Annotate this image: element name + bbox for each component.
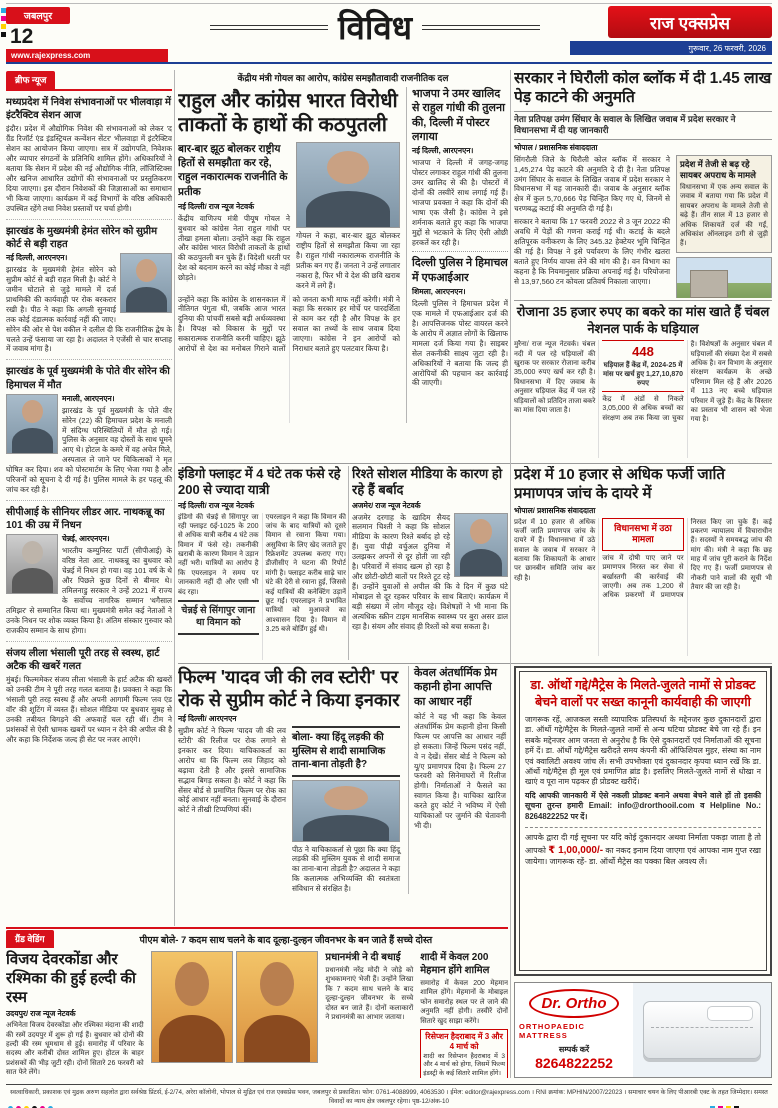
photo-salman-chishti: [454, 513, 508, 577]
sub-article-body: दिल्ली पुलिस ने हिमाचल प्रदेश में एक मामले में एफआईआर दर्ज की है। आपत्तिजनक पोस्ट वायरल करने के आरोप में अज्ञात लोगों के खिलाफ मामला दर्ज किया गया है। साइबर सेल तकनीकी साक्ष्य जुटा रही है। अधिकारियों ने बताया कि जल्द ही आरोपियों की पहचान कर कार्रवाई की जाएगी।: [412, 299, 508, 388]
section-rule: [514, 300, 772, 301]
divider: [525, 827, 761, 828]
brief-title: झारखंड के मुख्यमंत्री हेमंत सोरेन को सुप्रीम कोर्ट से बड़ी राहत: [6, 225, 158, 250]
indigo-headline: इंडिगो फ्लाइट में 4 घंटे तक फंसे रहे 200 से ज्यादा यात्री: [178, 466, 341, 498]
gharial-article: [514, 304, 772, 460]
lead-main: [178, 87, 400, 423]
wedding-tab: ग्रैंड वेडिंग: [6, 930, 54, 948]
masthead-bottom-rule: [6, 62, 772, 64]
column-rule: [348, 466, 349, 660]
dr-ortho-logo: Dr. Ortho: [529, 989, 618, 1018]
gharial-body: केंद्र में अंडों से निकले 3,05,000 से अधिक बच्चों का संरक्षण अब तक किया जा चुका है। विशेषज्ञों के अनुसार चंबल में घड़ियालों की संख्या देश में सबसे अधिक है। वन विभाग के अनुसार संरक्षण कार्यक्रम के अच्छे परिणाम मिल रहे हैं और 2026 में 113 नए बच्चे घड़ियाल परिवार में जुड़े हैं। केंद्र के विस्तार का प्रस्ताव भी शासन को भेजा गया है।: [602, 341, 772, 424]
film-body: सुप्रीम कोर्ट ने फिल्म 'यादव जी की लव स्टोरी' की रिलीज पर रोक लगाने से इनकार कर दिया। याचिकाकर्ता का आरोप था कि फिल्म लव जिहाद को बढ़ावा देती है और इससे सामाजिक सद्भाव बिगड़ सकता है। कोर्ट ने कहा कि सेंसर बोर्ड से प्रमाणित फिल्म पर रोक का कोई आधार नहीं बनता। सुनवाई के दौरान कोर्ट ने तीखी टिप्पणियां कीं।: [178, 726, 286, 815]
social-article: [352, 466, 508, 660]
film-byline: नई दिल्ली/ आरएनएन: [178, 714, 237, 723]
brief-item: [6, 501, 172, 642]
coal-article: [514, 70, 772, 298]
brief-body: मुंबई। फिल्ममेकर संजय लीला भंसाली के हार्ट अटैक की खबरों को उनकी टीम ने पूरी तरह गलत बताया है। प्रवक्ता ने कहा कि भंसाली पूरी तरह स्वस्थ हैं और अपनी आगामी फिल्म 'लव एंड वॉर' की शूटिंग में व्यस्त हैं। सोशल मीडिया पर बुधवार सुबह से उनकी तबीयत बिगड़ने की अफवाहें चल रही थीं। टीम ने प्रशंसकों से ऐसी भ्रामक खबरों पर ध्यान न देने की अपील की है और कहा कि निर्देशक जल्द ही सेट पर नजर आएंगे।: [6, 675, 172, 744]
brief-item: [6, 360, 172, 501]
coal-body: सरकार ने बताया कि 17 फरवरी 2022 से 3 जून 2022 की अवधि में पेड़ों की गणना कराई गई थी। कटाई के बदले क्षतिपूरक वनीकरण के लिए 345.32 हेक्टेयर भूमि चिन्हित की गई है। विपक्ष ने इसे पर्यावरण के लिए गंभीर खतरा बताते हुए निर्णय वापस लेने की मांग की है। वन विभाग का कहना है कि नियमानुसार प्रक्रिया अपनाई गई है। परियोजना से 13,97,560 टन कोयला प्रतिवर्ष निकाला जाएगा।: [514, 217, 670, 286]
ortho-contact-label: सम्पर्क करें: [558, 1045, 590, 1054]
ortho-ad-tagline: ORTHOPAEDIC MATTRESS: [519, 1022, 585, 1040]
coal-byline: भोपाल / प्रशासनिक संवाददाता: [514, 142, 598, 152]
masthead-ornament-left: [210, 25, 328, 30]
registration-marks-bottom-right: [710, 1098, 742, 1108]
stat-value: 448: [632, 344, 654, 360]
film-headline: फिल्म 'यादव जी की लव स्टोरी' पर रोक से सुप्रीम कोर्ट ने किया इनकार: [178, 667, 400, 710]
column-rule: [510, 70, 511, 1078]
wedding-sub2-body: समारोह में केवल 200 मेहमान शामिल होंगे। मेहमानों के मोबाइल फोन समारोह स्थल पर ले जाने की अनुमति नहीं होगी। तस्वीरें दोनों सितारे खुद साझा करेंगे।: [420, 980, 508, 1025]
reception-box: [420, 1029, 508, 1078]
masthead-top-rule: [6, 3, 772, 4]
social-byline: अजमेर/ राज न्यूज नेटवर्क: [352, 500, 421, 510]
coal-highlight-body: विधानसभा में एक अन्य सवाल के जवाब में बताया गया कि प्रदेश में सायबर अपराध के मामले तेजी से बढ़े हैं। तीन साल में 13 हजार से अधिक शिकायतें दर्ज की गईं, अधिकांश ऑनलाइन ठगी से जुड़ी हैं।: [680, 184, 768, 248]
coal-headline: सरकार ने घिरौली कोल ब्लॉक में दी 1.45 लाख पेड़ काटने की अनुमति: [514, 70, 772, 106]
brief-title: मध्यप्रदेश में निवेश संभावनाओं पर भीलवाड़ा में इंटरैक्टिव सेशन आज: [6, 97, 172, 122]
divider: [412, 251, 508, 252]
film-quote: बोला- क्या हिंदू लड़की की मुस्लिम से शादी सामाजिक ताना-बाना तोड़ती है?: [292, 726, 400, 777]
indigo-pull-quote: चेन्नई से सिंगापुर जाना था विमान को: [178, 600, 259, 635]
indigo-article: [178, 466, 346, 660]
assembly-box: विधानसभा में उठा मामला: [602, 518, 683, 551]
wedding-sub1-body: प्रधानमंत्री नरेंद्र मोदी ने जोड़े को शुभकामनाएं भेजी हैं। उन्होंने लिखा कि 7 कदम साथ चलने के बाद दूल्हा-दुल्हन जीवनभर के सच्चे दोस्त बन जाते हैं। दोनों कलाकारों ने प्रधानमंत्री का आभार जताया।: [325, 967, 414, 1021]
brief-news-header: [6, 70, 172, 91]
photo-hemant-soren: [120, 253, 172, 313]
indigo-body: इंडिगो की चेन्नई से सिंगापुर जा रही फ्लाइट 6ई-1025 के 200 से अधिक यात्री करीब 4 घंटे तक विमान में फंसे रहे। तकनीकी खराबी के कारण विमान ने उड़ान नहीं भरी। यात्रियों का आरोप है कि एयरलाइन ने समय पर जानकारी नहीं दी और एसी भी बंद रहा।: [178, 513, 259, 596]
mattress-image: [643, 1001, 761, 1059]
newspaper-brand: राज एक्सप्रेस: [608, 6, 772, 38]
photo-veer-soren: [6, 394, 58, 454]
sub-article-byline: शिमला, आरएनएन।: [412, 287, 466, 297]
edition-city-badge: [6, 7, 70, 24]
sub-article-headline: दिल्ली पुलिस ने हिमाचल में एफआईआर: [412, 257, 508, 284]
lead-article: [178, 70, 508, 460]
imprint-line: स्वत्वाधिकारी, प्रकाशक एवं मुद्रक अरुण सहलोत द्वारा सर्वश्रेष्ठ प्रिंटर्स, ई-2/74, अरेरा कॉलोनी, भोपाल से मुद्रित एवं राज एक्सप्रेस भवन, जबलपुर से प्रकाशित। फोन: 0761-4088999, 4063530 । ईमेल: editor@rajexpress.com । RNI क्रमांक: MPHIN/2007/22023 । समाचार चयन के लिए पीआरबी एक्ट के तहत जिम्मेदार। समस्त विवादों का न्याय क्षेत्र जबलपुर रहेगा। पृष्ठ-12/अंक-10: [10, 1089, 768, 1105]
brief-item: [6, 220, 172, 361]
reception-box-title: रिसेप्शन हैदराबाद में 3 और 4 मार्च को: [425, 1031, 503, 1052]
ortho-notice-body: जागरूक रहें, आजकल सस्ती व्यापारिक प्रतिस्पर्धा के मद्देनजर कुछ दुकानदारों द्वारा डा. ऑर्थो गद्दे/मैट्रेस के मिलते-जुलते नामों से अन्य घटिया प्रोडक्ट बेचे जा रहे हैं। इन सबके मद्देनजर आम जनता से अनुरोध है कि ऐसे दुकानदारों एवं निर्माताओं की सूचना हमें दें। डा. ऑर्थो गद्दे/मैट्रेस खरीदते समय कंपनी की ऑफिशियल मुहर, संस्था का नाम एवं क्वालिटी अवश्य जांच लें। सभी उपभोक्ता एवं दुकानदार कृपया ध्यान रखें कि डा. ऑर्थो गद्दे/मैट्रेस ही मूल एवं प्रमाणित ब्रांड है। इसलिए मिलते-जुलते नामों से धोखा न खाएं व पूरा नाम पढ़कर ही प्रोडक्ट खरीदें।: [525, 714, 761, 787]
reward-text: आपके द्वारा दी गई सूचना पर यदि कोई दुकानदार अथवा निर्माता पकड़ा जाता है तो आपको: [525, 833, 761, 855]
wedding-headline: विजय देवरकोंडा और रश्मिका की हुई हल्दी की रस्म: [6, 951, 136, 1006]
lead-side-column: [406, 87, 508, 423]
social-headline: रिश्ते सोशल मीडिया के कारण हो रहे हैं बर्बाद: [352, 466, 503, 498]
wedding-section: [6, 930, 508, 1078]
column-rule: [174, 70, 175, 926]
brief-item: [6, 642, 172, 750]
coal-highlight-title: प्रदेश में तेजी से बढ़ रहे सायबर अपराध के मामले: [680, 158, 757, 180]
film-side-headline: केवल अंतर्धार्मिक प्रेम कहानी होना आपत्ति का आधार नहीं: [414, 667, 498, 708]
brief-title: सीपीआई के सीनियर लीडर आर. नाथकन्नू का 101 की उम्र में निधन: [6, 507, 165, 532]
reward-amount: ₹ 1,00,000/-: [548, 844, 604, 856]
brief-byline: चेन्नई, आरएनएन।: [62, 534, 110, 544]
photo-r-nallakannu: [6, 534, 58, 594]
sub-article-headline: भाजपा ने उमर खालिद से राहुल गांधी की तुलना की, दिल्ली में पोस्टर लगाया: [412, 88, 505, 143]
caste-byline: भोपाल/ प्रशासनिक संवाददाता: [514, 505, 596, 515]
wedding-body: अभिनेता विजय देवरकोंडा और रश्मिका मंदाना की शादी की रस्में उदयपुर में शुरू हो गई हैं। बुधवार को दोनों की हल्दी की रस्म धूमधाम से हुई। समारोह में परिवार के सदस्य और करीबी दोस्त शामिल हुए। होटल के बाहर प्रशंसकों की भीड़ जुटी रही। दोनों सितारे 26 फरवरी को सात फेरे लेंगे।: [6, 1022, 144, 1077]
ortho-ad: [514, 982, 772, 1078]
wedding-sub2-headline: शादी में केवल 200 मेहमान होंगे शामिल: [420, 952, 490, 976]
brief-title: झारखंड के पूर्व मुख्यमंत्री के पोते वीर सोरेन की हिमाचल में मौत: [6, 366, 170, 391]
wedding-photos: [151, 951, 319, 1078]
reward-text: का नकद इनाम दिया जाएगा एवं आपका नाम गुप्त रखा जायेगा। जागरूक रहें- डा. ऑर्थो मैट्रेस का पक्का बिल अवश्य लें।: [525, 845, 761, 867]
ortho-notice-headline: डा. ऑर्थो गद्दे/मैट्रेस के मिलते-जुलते नामों से प्रोडक्ट बेचने वालों पर सख्त कानूनी कार्यवाही की जाएगी: [530, 678, 756, 709]
photo-piyush-goyal: [296, 142, 400, 228]
lead-body: उन्होंने कहा कि कांग्रेस के शासनकाल में नीतिगत पंगुता थी, जबकि आज भारत दुनिया की पांचवीं सबसे बड़ी अर्थव्यवस्था है। विपक्ष को विकास के मुद्दों पर सकारात्मक राजनीति करनी चाहिए। झूठे आरोपों से देश का मनोबल गिराने वालों को जनता कभी माफ नहीं करेगी। मंत्री ने कहा कि सरकार हर मोर्चे पर पारदर्शिता से काम कर रही है और विपक्ष के हर सवाल का तथ्यों के साथ जवाब दिया जाएगा। कांग्रेस ने इन आरोपों को निराधार बताते हुए पलटवार किया है।: [178, 294, 400, 354]
photo-haldi-ceremony-2: [236, 951, 318, 1063]
social-body: अजमेर दरगाह के खादिम सैयद सलमान चिश्ती ने कहा कि सोशल मीडिया के कारण रिश्ते बर्बाद हो रहे हैं। युवा पीढ़ी वर्चुअल दुनिया में उलझकर अपनों से दूर होती जा रही है। परिवारों में संवाद खत्म हो रहा है और छोटी-छोटी बातों पर रिश्ते टूट रहे हैं। उन्होंने युवाओं से अपील की कि वे दिन में कुछ घंटे मोबाइल से दूर रहकर परिवार के साथ बिताएं। कार्यक्रम में बड़ी संख्या में लोग मौजूद रहे। विशेषज्ञों ने भी माना कि अत्यधिक स्क्रीन टाइम मानसिक स्वास्थ्य पर बुरा असर डाल रहा है। संयम और संवाद ही रिश्तों को बचा सकता है।: [352, 512, 508, 631]
film-body: पीठ ने याचिकाकर्ता से पूछा कि क्या हिंदू लड़की की मुस्लिम युवक से शादी समाज का ताना-बाना तोड़ती है? अदालत ने कहा कि कलात्मक अभिव्यक्ति की स्वतंत्रता संविधान से संरक्षित है।: [292, 844, 400, 894]
gharial-stat: [602, 340, 683, 392]
website-bar: www.rajexpress.com: [6, 49, 168, 62]
lead-byline: नई दिल्ली/ राज न्यूज नेटवर्क: [178, 201, 255, 211]
ortho-notice: [514, 666, 772, 976]
section-title: विविध: [337, 9, 413, 46]
brief-body: झारखंड के मुख्यमंत्री हेमंत सोरेन को सुप्रीम कोर्ट से बड़ी राहत मिली है। कोर्ट ने जमीन घोटाले से जुड़े मामले में दर्ज प्राथमिकी की कार्यवाही पर रोक बरकरार रखी है। पीठ ने कहा कि अगली सुनवाई तक कोई दंडात्मक कार्रवाई नहीं की जाए। सोरेन की ओर से पेश वकील ने दलील दी कि राजनीतिक द्वेष के चलते उन्हें फंसाया जा रहा है। अदालत ने एजेंसी से चार सप्ताह में जवाब मांगा है।: [6, 265, 172, 354]
lead-kicker: केंद्रीय मंत्री गोयल का आरोप, कांग्रेस समझौतावादी राजनीतिक दल: [237, 73, 449, 83]
date-bar: गुरूवार, 26 फरवरी, 2026: [570, 41, 772, 55]
brief-news-tab: ब्रीफ न्यूज: [6, 71, 55, 89]
brief-byline: नई दिल्ली, आरएनएन।: [6, 253, 68, 263]
edition-city: जबलपुर: [23, 11, 53, 22]
caste-article: [514, 466, 772, 660]
masthead-ornament-right: [422, 25, 540, 30]
sub-article-byline: नई दिल्ली, आरएनएन।: [412, 146, 474, 156]
brief-news-column: [6, 70, 172, 926]
photo-coal-block: [676, 257, 772, 298]
lead-subhead: बार-बार झूठ बोलकर राष्ट्रीय हितों से समझौता कर रहे, राहुल नकारात्मक राजनीति के प्रतीक: [178, 143, 288, 198]
wedding-byline: उदयपुर/ राज न्यूज नेटवर्क: [6, 1009, 76, 1019]
indigo-body: एयरलाइन ने कहा कि विमान की जांच के बाद यात्रियों को दूसरे विमान से रवाना किया गया। असुविधा के लिए खेद जताते हुए रिफ्रेशमेंट उपलब्ध कराए गए। डीजीसीए ने घटना की रिपोर्ट मांगी है। फ्लाइट करीब साढ़े चार घंटे की देरी से रवाना हुई, जिससे कई यात्रियों की कनेक्टिंग उड़ानें छूट गईं। एयरलाइन ने प्रभावित यात्रियों को मुआवजे का आश्वासन दिया है। विमान में 3.25 बजे बोर्डिंग हुई थी।: [265, 513, 346, 633]
brief-body: झारखंड के पूर्व मुख्यमंत्री के पोते वीर सोरेन (22) की हिमाचल प्रदेश के मनाली में संदिग्ध परिस्थितियों में मौत हो गई। पुलिस के अनुसार वह दोस्तों के साथ घूमने आए थे। होटल के कमरे में वह अचेत मिले, अस्पताल ले जाने पर चिकित्सकों ने मृत घोषित कर दिया। शव को पोस्टमार्टम के लिए भेजा गया है और परिजनों को सूचना दे दी गई है। पुलिस मामले के हर पहलू की जांच कर रही है।: [6, 405, 172, 495]
ortho-phone: 8264822252: [535, 1055, 613, 1071]
stat-label: घड़ियाल हैं केंद्र में, 2024-25 में मांस पर खर्च हुए 1,27,10,870 रुपए: [602, 361, 684, 388]
sub-article-body: भाजपा ने दिल्ली में जगह-जगह पोस्टर लगाकर राहुल गांधी की तुलना उमर खालिद से की है। पोस्टरों में दोनों की तस्वीरें साथ लगाई गई हैं। भाजपा प्रवक्ता ने कहा कि दोनों की भाषा एक जैसी है। कांग्रेस ने इसे शर्मनाक बताते हुए कहा कि भाजपा मुद्दों से भटकाने के लिए ऐसी ओछी हरकतें कर रही है।: [412, 158, 508, 247]
photo-court: [292, 780, 400, 842]
ortho-notice-contact: यदि आपकी जानकारी में ऐसे नकली प्रोडक्ट बनाने अथवा बेचने वाले हों तो इसकी सूचना तुरन्त हमारी Email: info@drorthooil.com व Helpline No.: 8264822252 पर दें।: [525, 790, 761, 821]
brief-title: संजय लीला भंसाली पूरी तरह से स्वस्थ, हार्ट अटैक की खबरें गलत: [6, 647, 160, 672]
coal-body: सिंगरौली जिले के घिरौली कोल ब्लॉक में सरकार ने 1,45,274 पेड़ काटने की अनुमति दे दी है। नेता प्रतिपक्ष उमंग सिंघार के सवाल के लिखित जवाब में प्रदेश सरकार ने विधानसभा में यह जानकारी दी। जवाब के अनुसार ब्लॉक क्षेत्र में कुल 5,70,666 पेड़ चिन्हित किए गए थे, जिनमें से चरणबद्ध कटाई की अनुमति दी गई है।: [514, 154, 670, 214]
caste-body: जांच में दोषी पाए जाने पर प्रमाणपत्र निरस्त कर सेवा से बर्खास्तगी की कार्रवाई की जाएगी। अब तक 1,200 से अधिक प्रकरणों में प्रमाणपत्र निरस्त किए जा चुके हैं। कई प्रकरण न्यायालय में विचाराधीन हैं। सदस्यों ने समयबद्ध जांच की मांग की। मंत्री ने कहा कि छह माह में जांच पूरी कराने के निर्देश दिए गए हैं। फर्जी प्रमाणपत्र से नौकरी पाने वालों की सूची भी तैयार की जा रही है।: [602, 518, 772, 600]
wedding-top-rule: [6, 927, 508, 929]
footer-rule: [6, 1084, 772, 1085]
lead-body: गोयल ने कहा, बार-बार झूठ बोलकर राष्ट्रीय हितों से समझौता किया जा रहा है। राहुल गांधी नकारात्मक राजनीति के प्रतीक बन गए हैं। जनता ने उन्हें लगातार नकारा है, फिर भी वे देश की छवि खराब करने में लगे हैं।: [296, 231, 400, 290]
coal-highlight-box: [676, 155, 772, 253]
gharial-body: मुरैना/ राज न्यूज नेटवर्क। चंबल नदी में पल रहे घड़ियालों की खुराक पर सरकार रोजाना करीब 35,000 रुपए खर्च कर रही है। विधानसभा में दिए जवाब के अनुसार घड़ियाल केंद्र में पल रहे घड़ियालों को प्रतिदिन ताजा बकरे का मांस दिया जाता है।: [514, 341, 596, 414]
lead-body: केंद्रीय वाणिज्य मंत्री पीयूष गोयल ने बुधवार को कांग्रेस नेता राहुल गांधी पर तीखा हमला बोला। उन्होंने कहा कि राहुल और कांग्रेस भारत विरोधी ताकतों के हाथों की कठपुतली बन चुके हैं। विदेशी धरती पर देश को बदनाम करने का कोई मौका वे नहीं छोड़ते।: [178, 213, 290, 283]
registration-marks-bottom-left: [8, 1098, 56, 1108]
brief-byline: मनाली, आरएनएन।: [62, 393, 115, 403]
brief-body: भारतीय कम्युनिस्ट पार्टी (सीपीआई) के वरिष्ठ नेता आर. नाथकन्नू का बुधवार को चेन्नई में निधन हो गया। वह 101 वर्ष के थे और पिछले कुछ दिनों से बीमार थे। तमिलनाडु सरकार ने उन्हें 2021 में राज्य के सर्वोच्च नागरिक सम्मान 'थगैसाल तमिझर' से सम्मानित किया था। मुख्यमंत्री समेत कई नेताओं ने उनके निधन पर शोक व्यक्त किया है। अंतिम संस्कार गुरुवार को राजकीय सम्मान के साथ होगा।: [6, 546, 172, 635]
page-number: 12: [10, 25, 34, 48]
section-rule: [178, 663, 772, 664]
ortho-notice-reward: [525, 833, 761, 868]
caste-body: प्रदेश में 10 हजार से अधिक फर्जी जाति प्रमाणपत्र जांच के दायरे में हैं। विधानसभा में उठे सवाल के जवाब में सरकार ने बताया कि शिकायतों के आधार पर छानबीन समिति जांच कर रही है।: [514, 518, 596, 582]
brief-body: इंदौर। प्रदेश में औद्योगिक निवेश की संभावनाओं को लेकर 'द ग्रैंड रिजॉर्ट एंड इंडस्ट्रियल कन्वेंशन सेंटर' भीलवाड़ा में इंटरैक्टिव सेशन का आयोजन किया जाएगा। सत्र में उद्योगपति, निवेशक और व्यापार संगठनों के प्रतिनिधि शामिल होंगे। अधिकारियों ने बताया कि सेशन में प्रदेश की नई औद्योगिक नीति, लॉजिस्टिक्स और खनिज आधारित उद्योगों की संभावनाओं पर प्रस्तुतिकरण दिया जाएगा। इस दौरान निवेशकों की जिज्ञासाओं का समाधान भी किया जाएगा। कार्यक्रम में कई विभागों के वरिष्ठ अधिकारी उपस्थित रहेंगे तथा निवेश प्रस्तावों पर चर्चा होगी।: [6, 124, 172, 213]
wedding-kicker: पीएम बोले- 7 कदम साथ चलने के बाद दूल्हा-दुल्हन जीवनभर के बन जाते हैं सच्चे दोस्त: [139, 934, 433, 946]
brief-item: [6, 91, 172, 220]
film-article: [178, 666, 508, 924]
caste-headline: प्रदेश में 10 हजार से अधिक फर्जी जाति प्रमाणपत्र जांच के दायरे में: [514, 466, 725, 502]
section-masthead: [210, 8, 540, 48]
wedding-sub1-headline: प्रधानमंत्री ने दी बधाई: [325, 952, 401, 963]
lead-headline: राहुल और कांग्रेस भारत विरोधी ताकतों के हाथों की कठपुतली: [178, 90, 398, 136]
coal-subhead: नेता प्रतिपक्ष उमंग सिंघार के सवाल के लिखित जवाब में प्रदेश सरकार ने विधानसभा में दी यह जानकारी: [514, 111, 772, 140]
reception-box-body: शादी का रिसेप्शन हैदराबाद में 3 और 4 मार्च को होगा, जिसमें फिल्म इंडस्ट्री के कई सितारे शामिल होंगे।: [423, 1052, 505, 1078]
gharial-headline: रोजाना 35 हजार रुपए का बकरे का मांस खाते हैं चंबल नेशनल पार्क के घड़ियाल: [516, 304, 770, 336]
film-body: कोर्ट ने यह भी कहा कि केवल अंतर्धार्मिक प्रेम कहानी होना किसी फिल्म पर आपत्ति का आधार नहीं हो सकता। जिन्हें फिल्म पसंद नहीं, वे न देखें। सेंसर बोर्ड ने फिल्म को यू/ए प्रमाणपत्र दिया है। फिल्म 27 फरवरी को सिनेमाघरों में रिलीज होगी। निर्माताओं ने फैसले का स्वागत किया है। याचिका खारिज करते हुए कोर्ट ने भविष्य में ऐसी याचिकाओं पर जुर्माने की चेतावनी भी दी।: [414, 711, 506, 831]
section-rule: [178, 463, 772, 464]
indigo-byline: नई दिल्ली/ राज न्यूज नेटवर्क: [178, 500, 255, 510]
photo-haldi-ceremony-1: [151, 951, 233, 1063]
